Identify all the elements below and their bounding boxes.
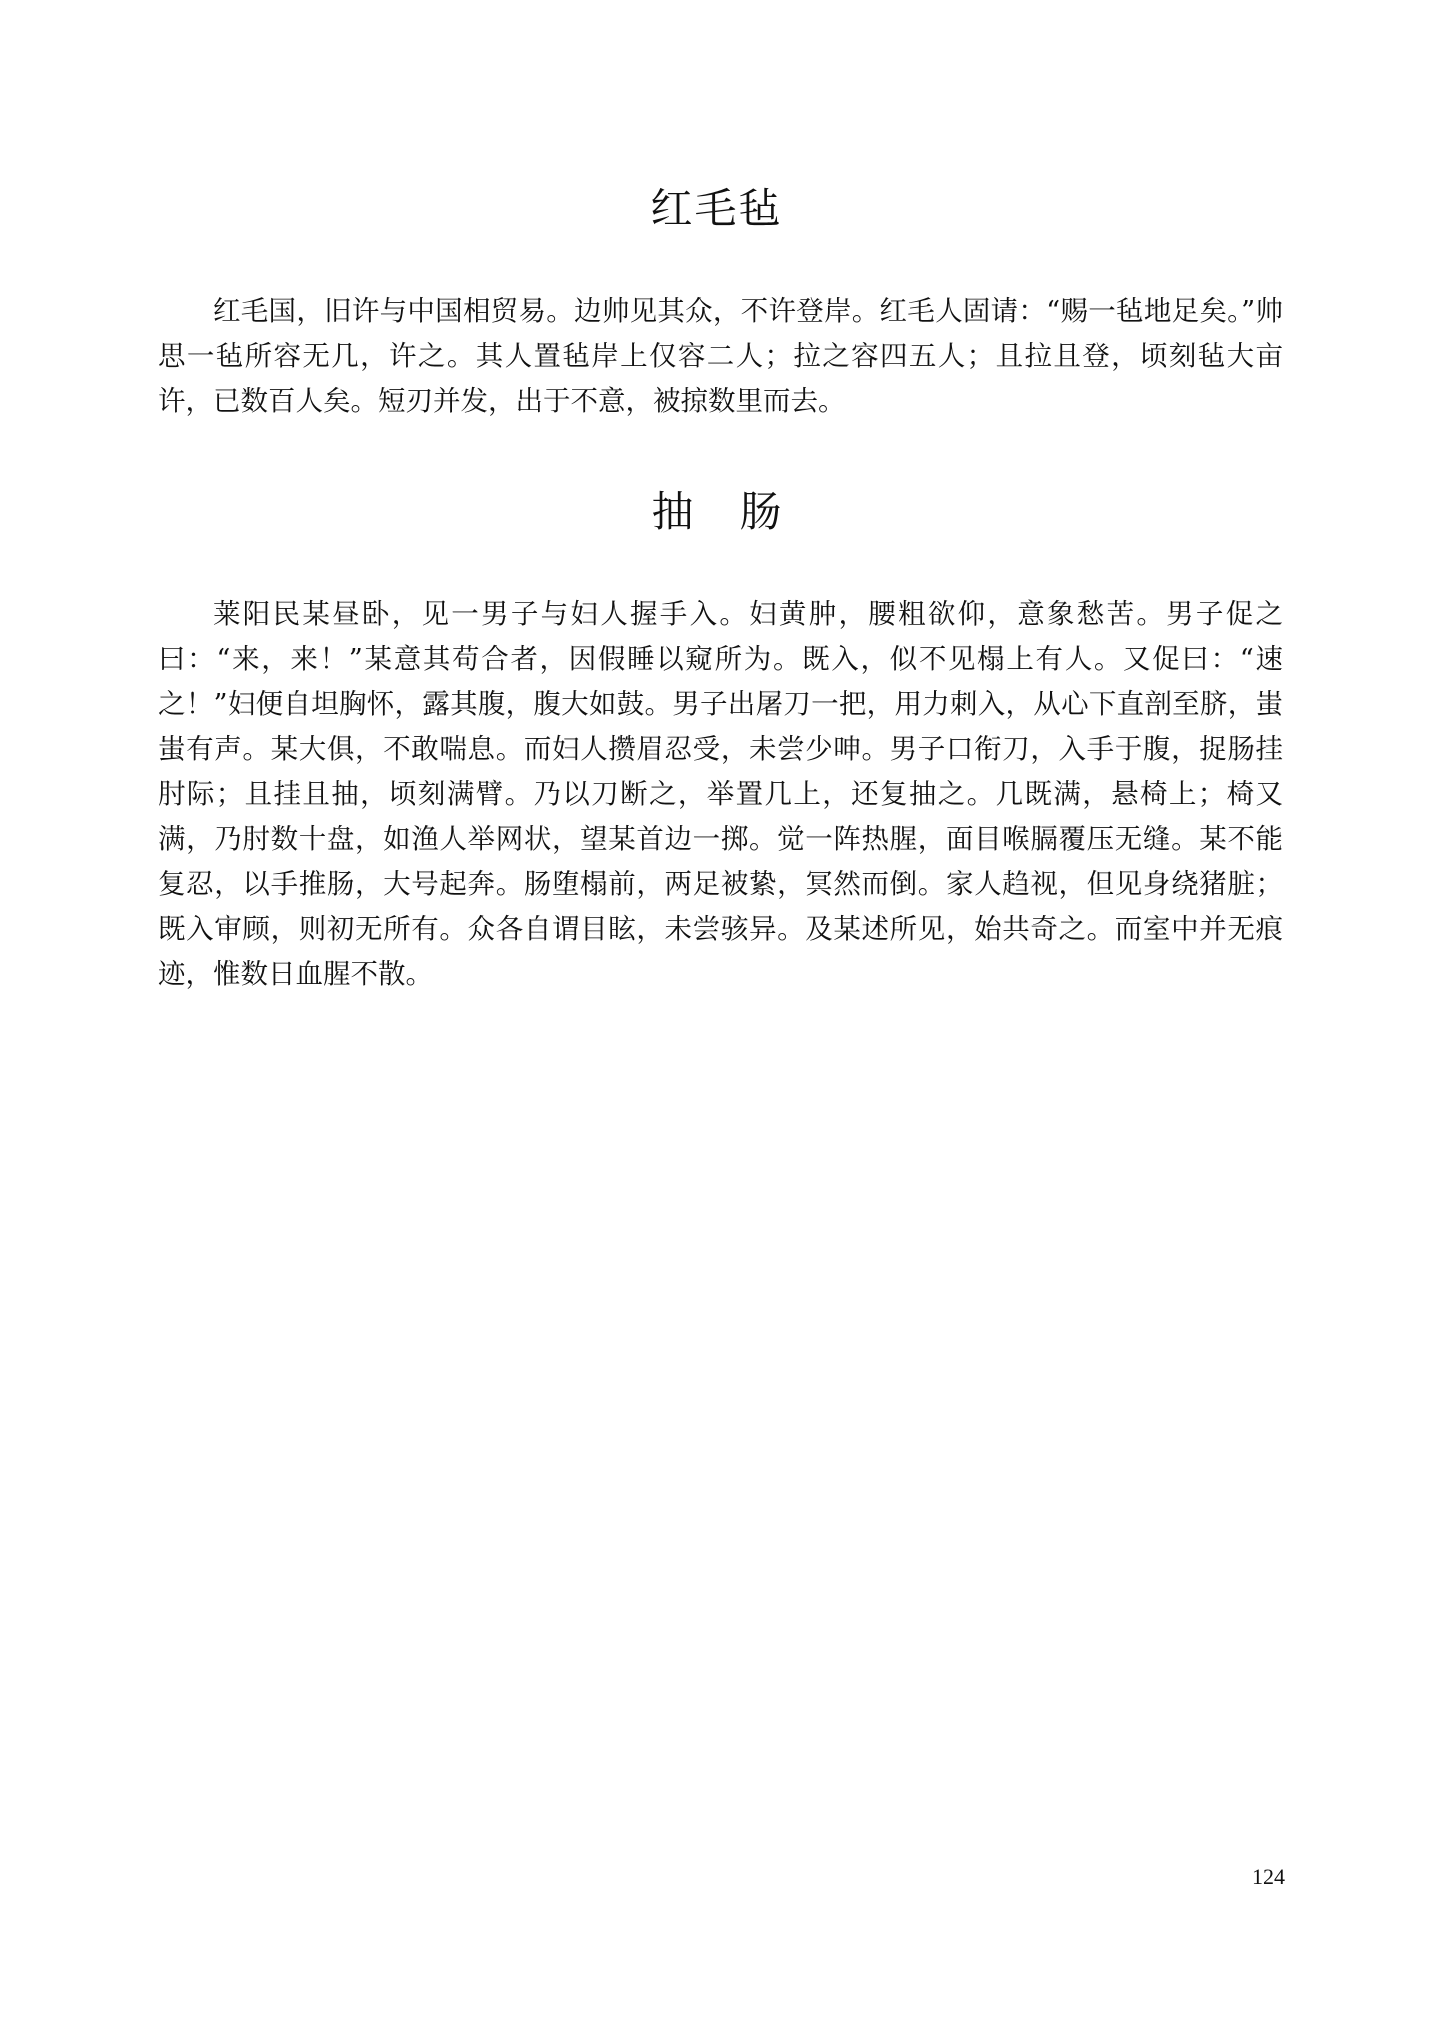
- page-number: 124: [1252, 1864, 1285, 1889]
- section-body-drawing-intestines: 莱阳民某昼卧，见一男子与妇人握手入。妇黄肿，腰粗欲仰，意象愁苦。男子促之曰：“来，来！”某意其苟合者，因假睡以窥所为。既入，似不见榻上有人。又促曰：“速之！”妇便自坦胸怀，露其腹，腹大如鼓。男子出屠刀一把，用力刺入，从心下直剖至脐，蚩蚩有声。某大俱，不敢喘息。而妇人攒眉忍受，未尝少呻。男子口衔刀，入手于腹，捉肠挂肘际；且挂且抽，顷刻满臂。乃以刀断之，举置几上，还复抽之。几既满，悬椅上；椅又满，乃肘数十盘，如渔人举网状，望某首边一掷。觉一阵热腥，面目喉膈覆压无缝。某不能复忍，以手推肠，大号起奔。肠堕榻前，两足被絷，冥然而倒。家人趋视，但见身绕猪脏；既入审顾，则初无所有。众各自谓目眩，未尝骇异。及某述所见，始共奇之。而室中并无痕迹，惟数日血腥不散。: [158, 598, 1283, 990]
- section-title-drawing-intestines: 抽肠: [651, 487, 828, 536]
- section-body-red-felt: 红毛国，旧许与中国相贸易。边帅见其众，不许登岸。红毛人固请：“赐一毡地足矣。”帅思一毡所容无几，许之。其人置毡岸上仅容二人；拉之容四五人；且拉且登，顷刻毡大亩许，已数百人矣。短刃并发，出于不意，被掠数里而去。: [158, 295, 1283, 417]
- section-title-red-felt: 红毛毡: [650, 184, 783, 233]
